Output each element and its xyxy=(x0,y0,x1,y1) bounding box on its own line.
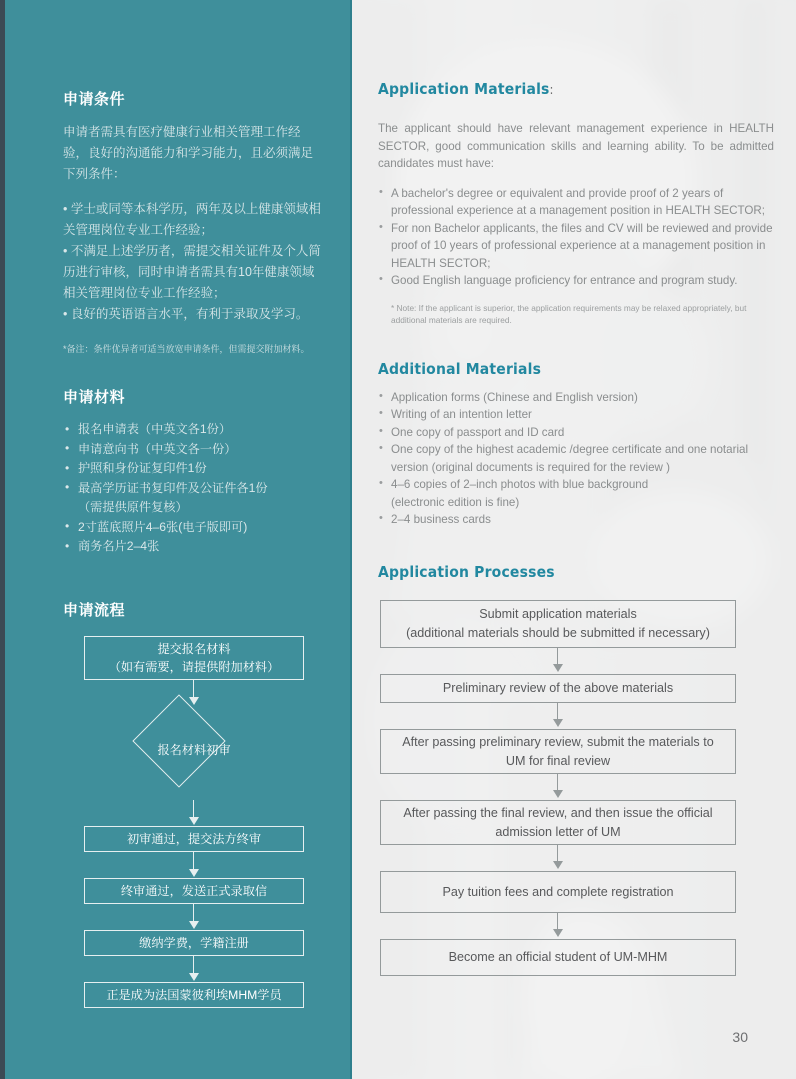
right-application-note: * Note: If the applicant is superior, the application requirements may be relaxed appropriately, but additional materials are required. xyxy=(391,302,747,325)
left-flow-arrow-3 xyxy=(84,852,304,878)
list-item xyxy=(63,459,321,479)
right-flow-box-6 xyxy=(380,939,736,976)
right-flow-box-4-line-2: admission letter of UM xyxy=(495,824,621,839)
left-material-text-1: 报名申请表（中英文各1份） xyxy=(78,422,232,436)
left-flow-box-2 xyxy=(84,826,304,852)
right-flow-box-1 xyxy=(380,600,736,648)
right-additional-4: One copy of the highest academic /degree certificate and one notarial xyxy=(391,443,749,456)
right-flow-box-3-line-2: UM for final review xyxy=(505,753,611,768)
right-flow-arrow-3 xyxy=(380,774,736,800)
list-item xyxy=(63,518,321,538)
left-flow-box-1 xyxy=(84,636,304,680)
left-flow-arrow-1 xyxy=(84,680,304,706)
left-flow-arrow-5 xyxy=(84,956,304,982)
right-additional-5: 4–6 copies of 2–inch photos with blue background xyxy=(391,478,649,491)
right-additional-materials-list xyxy=(378,389,774,529)
right-requirements-list xyxy=(378,185,774,290)
right-flow-arrow-5 xyxy=(380,913,736,939)
left-condition-bullet-3: • 良好的英语语言水平，有利于录取及学习。 xyxy=(63,307,309,321)
right-flow-box-1-line-1: Submit application materials xyxy=(479,607,637,621)
list-item xyxy=(63,537,321,557)
left-conditions-paragraph: 申请者需具有医疗健康行业相关管理工作经验，良好的沟通能力和学习能力，且必须满足下列条件： xyxy=(63,125,314,181)
left-condition-bullet-1: • 学士或同等本科学历，两年及以上健康领域相关管理岗位专业工作经验； xyxy=(63,202,321,237)
right-heading-application-materials xyxy=(378,80,774,98)
right-additional-6: 2–4 business cards xyxy=(391,513,491,526)
right-requirement-3: Good English language proficiency for entrance and program study. xyxy=(391,274,738,287)
list-item xyxy=(378,220,774,273)
right-flow-box-3 xyxy=(380,729,736,774)
list-item xyxy=(378,424,774,442)
list-item xyxy=(378,389,774,407)
list-item xyxy=(378,511,774,529)
left-flow-decision-1-label: 报名材料初审 xyxy=(157,743,231,757)
left-flow-decision-1 xyxy=(84,706,304,800)
left-material-text-6: 商务名片2–4张 xyxy=(78,539,160,553)
left-flow-box-2-line-1: 初审通过，提交法方终审 xyxy=(126,832,262,846)
right-additional-1: Application forms (Chinese and English version) xyxy=(391,390,638,404)
left-material-text-2: 申请意向书（中英文各一份） xyxy=(78,441,237,456)
left-flow-box-4-line-1: 缴纳学费，学籍注册 xyxy=(139,936,249,950)
list-item xyxy=(378,441,774,476)
left-dark-edge xyxy=(0,0,5,1079)
left-heading-materials: 申请材料 xyxy=(63,389,126,406)
left-flow-box-5 xyxy=(84,982,304,1008)
page-number: 30 xyxy=(732,1029,748,1045)
left-condition-bullet-2: • 不满足上述学历者，需提交相关证件及个人简历进行审核，同时申请者需具有10年健康领域相关管理岗位专业工作经验； xyxy=(63,244,321,300)
right-flowchart xyxy=(380,600,736,976)
right-flow-box-1-line-2: (additional materials should be submitted if necessary) xyxy=(406,626,710,640)
right-flow-box-4-line-1: After passing the final review, and then issue the official xyxy=(403,805,713,820)
right-flow-box-2-line-1: Preliminary review of the above materials xyxy=(442,681,674,695)
left-flow-arrow-2 xyxy=(84,800,304,826)
right-column xyxy=(378,0,774,581)
right-heading-colon: : xyxy=(549,83,554,98)
right-flow-box-2 xyxy=(380,674,736,703)
list-item xyxy=(378,272,774,290)
right-flow-arrow-2 xyxy=(380,703,736,729)
left-materials-list xyxy=(63,420,321,557)
panel-divider xyxy=(350,0,352,1079)
right-additional-2: Writing of an intention letter xyxy=(391,408,532,421)
left-flow-box-1-line-1: 提交报名材料 xyxy=(157,642,231,656)
left-material-text-3: 护照和身份证复印件1份 xyxy=(78,461,207,475)
right-requirement-2: For non Bachelor applicants, the files and CV will be reviewed and provide proof of 10 years of professional experience at a management position in HEALTH SECTOR; xyxy=(391,221,773,270)
left-material-subtext-4: （需提供原件复核） xyxy=(78,500,188,514)
right-flow-arrow-1 xyxy=(380,648,736,674)
right-heading-additional-materials: Additional Materials xyxy=(378,359,542,378)
right-requirement-1: A bachelor's degree or equivalent and provide proof of 2 years of professional experience at a management position in HEALTH SECTOR; xyxy=(391,186,765,217)
right-flow-box-6-line-1: Become an official student of UM-MHM xyxy=(448,950,668,964)
right-flow-box-5 xyxy=(380,871,736,913)
left-conditions-bullets xyxy=(63,199,321,325)
right-flow-arrow-4 xyxy=(380,845,736,871)
left-heading-conditions: 申请条件 xyxy=(63,91,126,108)
right-additional-5-cont: (electronic edition is fine) xyxy=(391,495,520,509)
right-flow-box-3-line-1: After passing preliminary review, submit the materials to xyxy=(402,734,714,749)
list-item xyxy=(378,185,774,220)
right-flow-box-5-line-1: Pay tuition fees and complete registration xyxy=(442,884,674,899)
left-material-text-4: 最高学历证书复印件及公证件各1份 xyxy=(78,480,268,495)
left-material-text-5: 2寸蓝底照片4–6张(电子版即可) xyxy=(78,519,248,534)
list-item xyxy=(378,406,774,424)
left-flow-box-1-line-2: （如有需要，请提供附加材料） xyxy=(108,660,280,674)
list-item xyxy=(63,479,321,518)
right-additional-4-cont: version (original documents is required for the review ) xyxy=(391,460,671,474)
left-flow-box-4 xyxy=(84,930,304,956)
left-heading-processes: 申请流程 xyxy=(63,601,126,619)
left-flow-arrow-4 xyxy=(84,904,304,930)
left-conditions-note: *备注：条件优异者可适当放宽申请条件，但需提交附加材料。 xyxy=(63,344,310,354)
right-heading-application-processes: Application Processes xyxy=(378,562,555,581)
list-item xyxy=(63,440,321,460)
right-application-paragraph: The applicant should have relevant management experience in HEALTH SECTOR, good communication skills and learning ability. To be admitted candidates must have: xyxy=(378,122,774,170)
left-flow-box-3-line-1: 终审通过，发送正式录取信 xyxy=(120,884,268,898)
left-flowchart xyxy=(84,636,304,1008)
right-additional-3: One copy of passport and ID card xyxy=(391,425,565,439)
right-heading-application-materials-text: Application Materials xyxy=(378,80,550,98)
list-item xyxy=(378,476,774,511)
left-flow-box-3 xyxy=(84,878,304,904)
list-item xyxy=(63,420,321,440)
right-flow-box-4 xyxy=(380,800,736,845)
left-flow-box-5-line-1: 正是成为法国蒙彼利埃MHM学员 xyxy=(106,988,282,1002)
left-column xyxy=(63,0,321,620)
